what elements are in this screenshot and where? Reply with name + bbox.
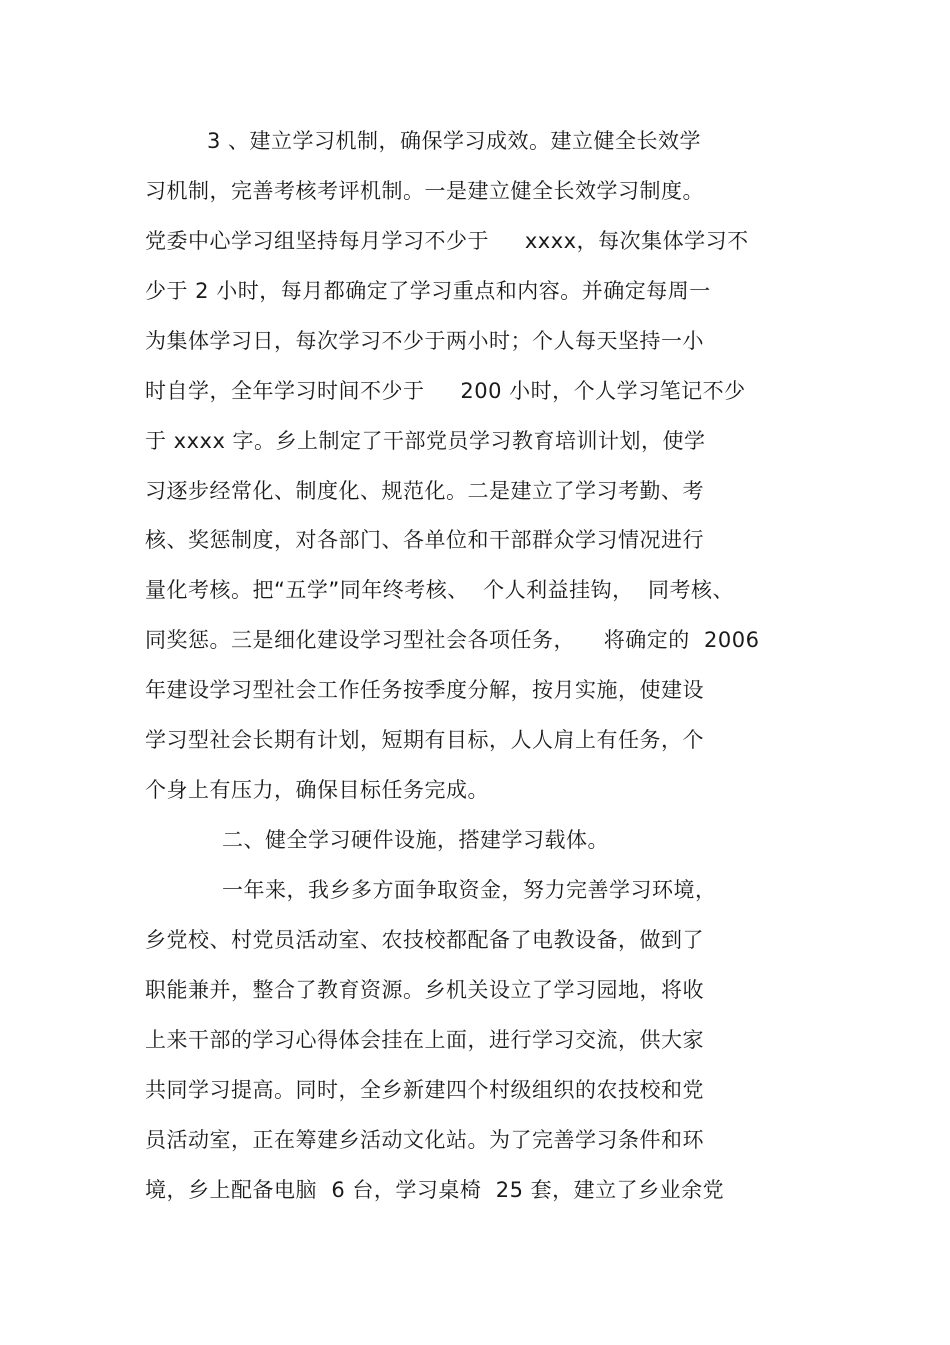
text-line: 为集体学习日，每次学习不少于两小时；个人每天坚持一小 <box>145 329 704 353</box>
text-line: 于 xxxx 字。乡上制定了干部党员学习教育培训计划，使学 <box>145 429 706 453</box>
text-line: 同奖惩。三是细化建设学习型社会各项任务， 将确定的 2006 <box>145 628 760 652</box>
text-line: 习机制，完善考核考评机制。一是建立健全长效学习制度。 <box>145 179 704 203</box>
text-line: 量化考核。把“五学”同年终考核、 个人利益挂钩， 同考核、 <box>145 578 734 602</box>
text-line: 境，乡上配备电脑 6 台，学习桌椅 25 套，建立了乡业余党 <box>145 1178 725 1202</box>
text-line: 3 、建立学习机制，确保学习成效。建立健全长效学 <box>207 129 702 153</box>
text-line: 乡党校、村党员活动室、农技校都配备了电教设备，做到了 <box>145 928 704 952</box>
section-heading: 二、健全学习硬件设施，搭建学习载体。 <box>222 828 609 852</box>
text-line: 一年来，我乡多方面争取资金，努力完善学习环境， <box>222 878 717 902</box>
text-line: 党委中心学习组坚持每月学习不少于 xxxx，每次集体学习不 <box>145 229 749 253</box>
text-line: 个身上有压力，确保目标任务完成。 <box>145 778 489 802</box>
text-line: 习逐步经常化、制度化、规范化。二是建立了学习考勤、考 <box>145 479 704 503</box>
text-line: 年建设学习型社会工作任务按季度分解，按月实施，使建设 <box>145 678 704 702</box>
text-line: 学习型社会长期有计划，短期有目标，人人肩上有任务，个 <box>145 728 704 752</box>
text-line: 核、奖惩制度，对各部门、各单位和干部群众学习情况进行 <box>145 528 704 552</box>
text-line: 共同学习提高。同时，全乡新建四个村级组织的农技校和党 <box>145 1078 704 1102</box>
text-line: 职能兼并，整合了教育资源。乡机关设立了学习园地，将收 <box>145 978 704 1002</box>
text-line: 少于 2 小时，每月都确定了学习重点和内容。并确定每周一 <box>145 279 711 303</box>
text-line: 员活动室，正在筹建乡活动文化站。为了完善学习条件和环 <box>145 1128 704 1152</box>
text-line: 上来干部的学习心得体会挂在上面，进行学习交流，供大家 <box>145 1028 704 1052</box>
text-line: 时自学，全年学习时间不少于 200 小时，个人学习笔记不少 <box>145 379 746 403</box>
